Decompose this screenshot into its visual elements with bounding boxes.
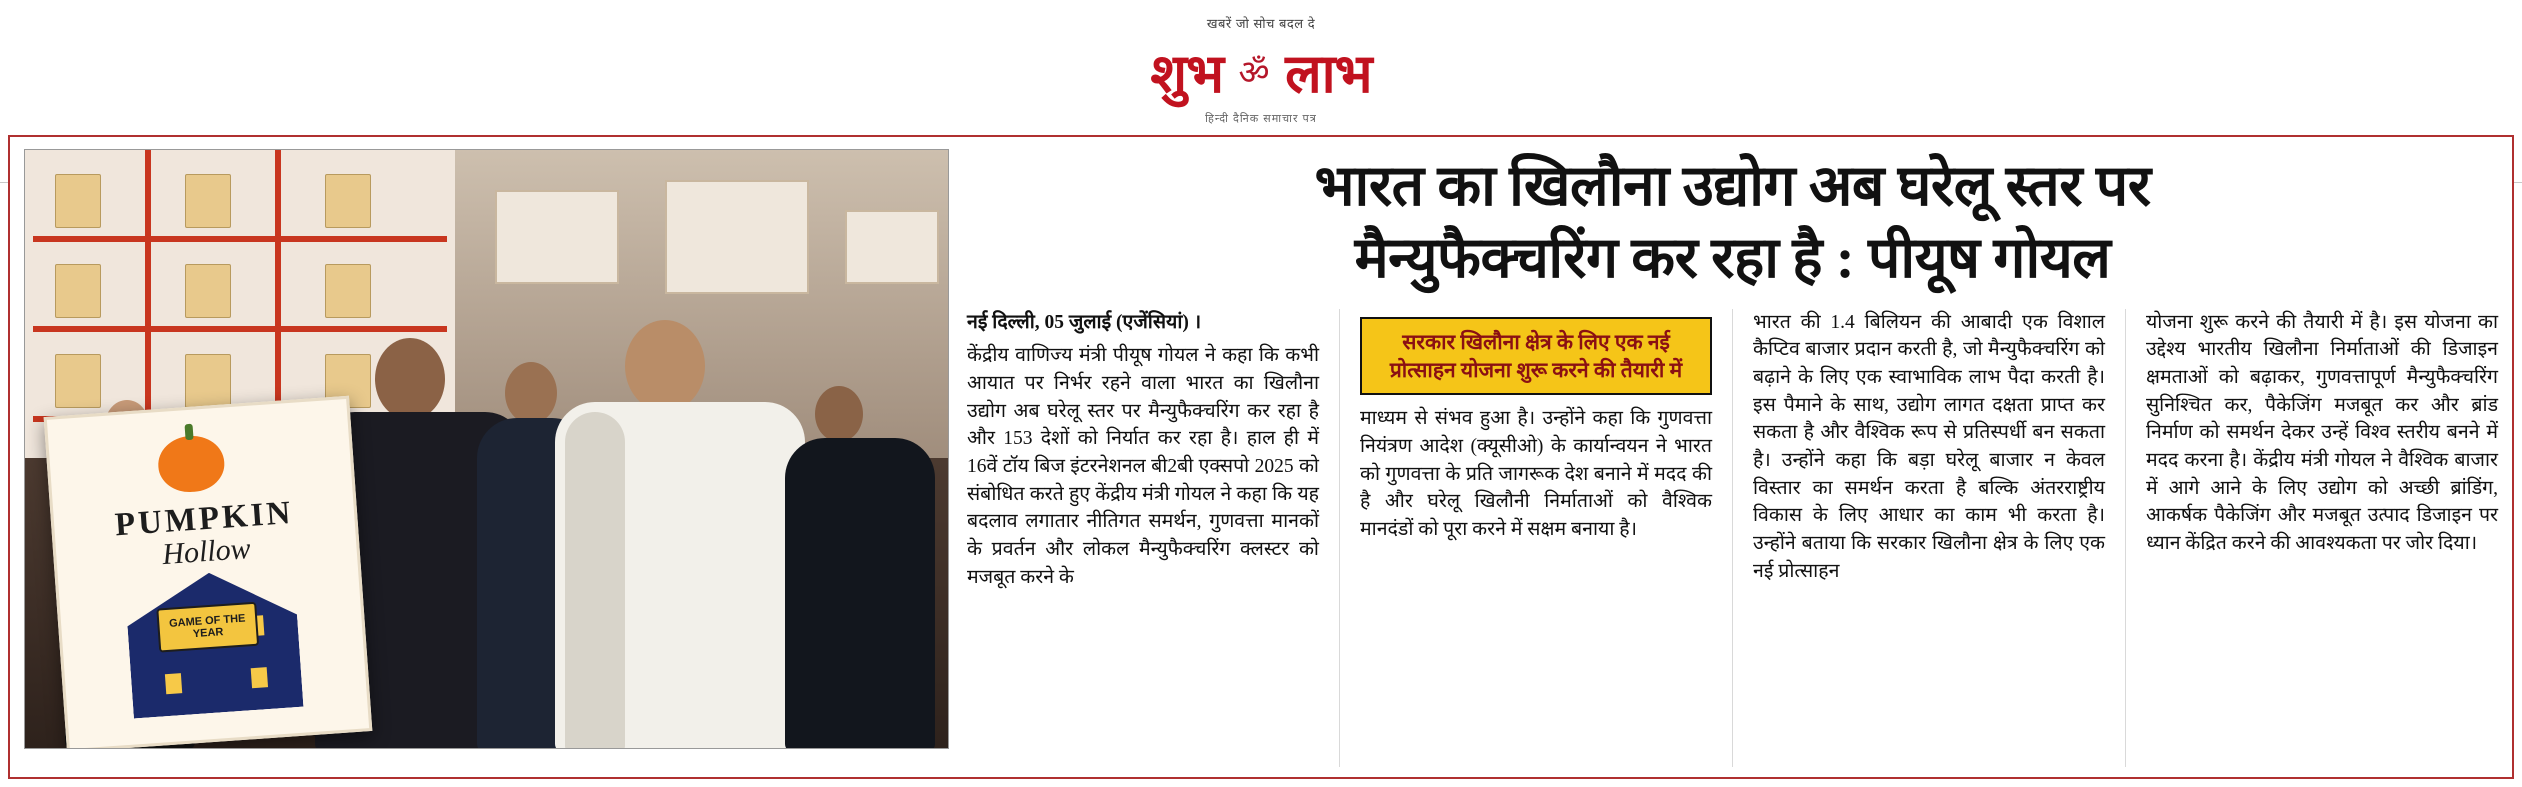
headline-line-2: मैन्युफैक्चरिंग कर रहा है : पीयूष गोयल	[1354, 226, 2111, 290]
article-column-2	[1339, 309, 1712, 767]
crowd-person	[505, 362, 557, 424]
pull-quote: सरकार खिलौना क्षेत्र के लिए एक नई प्रोत्साहन योजना शुरू करने की तैयारी में	[1360, 317, 1712, 396]
photo-background	[25, 150, 948, 748]
crowd-person	[785, 438, 935, 749]
article-photo	[24, 149, 949, 749]
board-subtitle: Hollow	[161, 532, 252, 572]
column-1-text: केंद्रीय वाणिज्य मंत्री पीयूष गोयल ने कहा कि कभी आयात पर निर्भर रहने वाला भारत का खिलौना उद्योग अब घरेलू स्तर पर मैन्युफैक्चरिंग कर रहा है और 153 देशों को निर्यात कर रहा है। हाल ही में 16वें टॉय बिज इंटरनेशनल बी2बी एक्सपो 2025 को संबोधित करते हुए केंद्रीय मंत्री गोयल ने कहा कि यह बदलाव लगातार नीतिगत समर्थन, गुणवत्ता मानकों के प्रवर्तन और लोकल मैन्युफैक्चरिंग क्लस्टर को मजबूत करने के	[967, 345, 1319, 588]
column-2-text: माध्यम से संभव हुआ है। उन्होंने कहा कि गुणवत्ता नियंत्रण आदेश (क्यूसीओ) के कार्यान्वयन ने भारत को गुणवत्ता के प्रति जागरूक देश बनाने में मदद की है और घरेलू खिलौनी निर्माताओं को वैश्विक मानदंडों को पूरा करने में सक्षम बनाया है।	[1360, 408, 1712, 541]
article-column-3	[1732, 309, 2105, 767]
crowd-person	[815, 386, 863, 442]
speaker-head	[375, 338, 445, 420]
page-title	[967, 151, 2498, 295]
headline-line-1: भारत का खिलौना उद्योग अब घरेलू स्तर पर	[1314, 155, 2151, 218]
article-content	[24, 149, 2498, 767]
masthead-subtitle: हिन्दी दैनिक समाचार पत्र	[1205, 113, 1317, 125]
article-columns	[967, 309, 2498, 767]
column-3-text: भारत की 1.4 बिलियन की आबादी एक विशाल कैप्टिव बाजार प्रदान करती है, जो मैन्युफैक्चरिंग को बढ़ाने के लिए एक स्वाभाविक लाभ पैदा करती है। इस पैमाने के साथ, उद्योग लागत दक्षता प्राप्त कर सकता है और वैश्विक रूप से प्रतिस्पर्धी बन सकता है। उन्होंने कहा कि बड़ा घरेलू बाजार न केवल विस्तार का समर्थन करता है बल्कि अंतरराष्ट्रीय विकास के लिए आधार का काम भी करता है। उन्होंने बताया कि सरकार खिलौना क्षेत्र के लिए एक नई प्रोत्साहन	[1753, 311, 2105, 582]
masthead-logo	[0, 34, 2522, 108]
article-column-4	[2125, 309, 2498, 767]
product-board	[44, 396, 373, 749]
dateline: नई दिल्ली, 05 जुलाई (एजेंसियां) ।	[967, 311, 1202, 333]
logo-word-right: लाभ	[1285, 44, 1372, 104]
article-column-1	[967, 309, 1319, 767]
board-award-badge: GAME OF THE YEAR	[156, 602, 259, 653]
logo-word-left: शुभ	[1150, 44, 1224, 104]
masthead-tagline: खबरें जो सोच बदल दे	[1206, 16, 1316, 31]
article-body	[967, 149, 2498, 767]
article-frame	[8, 135, 2514, 779]
board-brand: PUMPKIN	[113, 494, 295, 544]
ganesha-icon: ॐ	[1238, 53, 1270, 93]
column-4-text: योजना शुरू करने की तैयारी में है। इस योजना का उद्देश्य भारतीय खिलौना निर्माताओं की डिजाइन क्षमताओं को बढ़ाकर, गुणवत्तापूर्ण मैन्युफैक्चरिंग सुनिश्चित कर, पैकेजिंग मजबूत कर और ब्रांड निर्माण को समर्थन देकर उन्हें विश्व स्तरीय बनने में मदद करना है। केंद्रीय मंत्री गोयल ने वैश्विक बाजार में आगे आने के लिए उद्योग को अच्छी ब्रांडिंग, आकर्षक पैकेजिंग और मजबूत उत्पाद डिजाइन पर ध्यान केंद्रित करने की आवश्यकता पर जोर दिया।	[2146, 311, 2498, 555]
minister-head	[625, 320, 705, 412]
pumpkin-icon	[156, 434, 226, 494]
minister-vest	[565, 412, 625, 749]
